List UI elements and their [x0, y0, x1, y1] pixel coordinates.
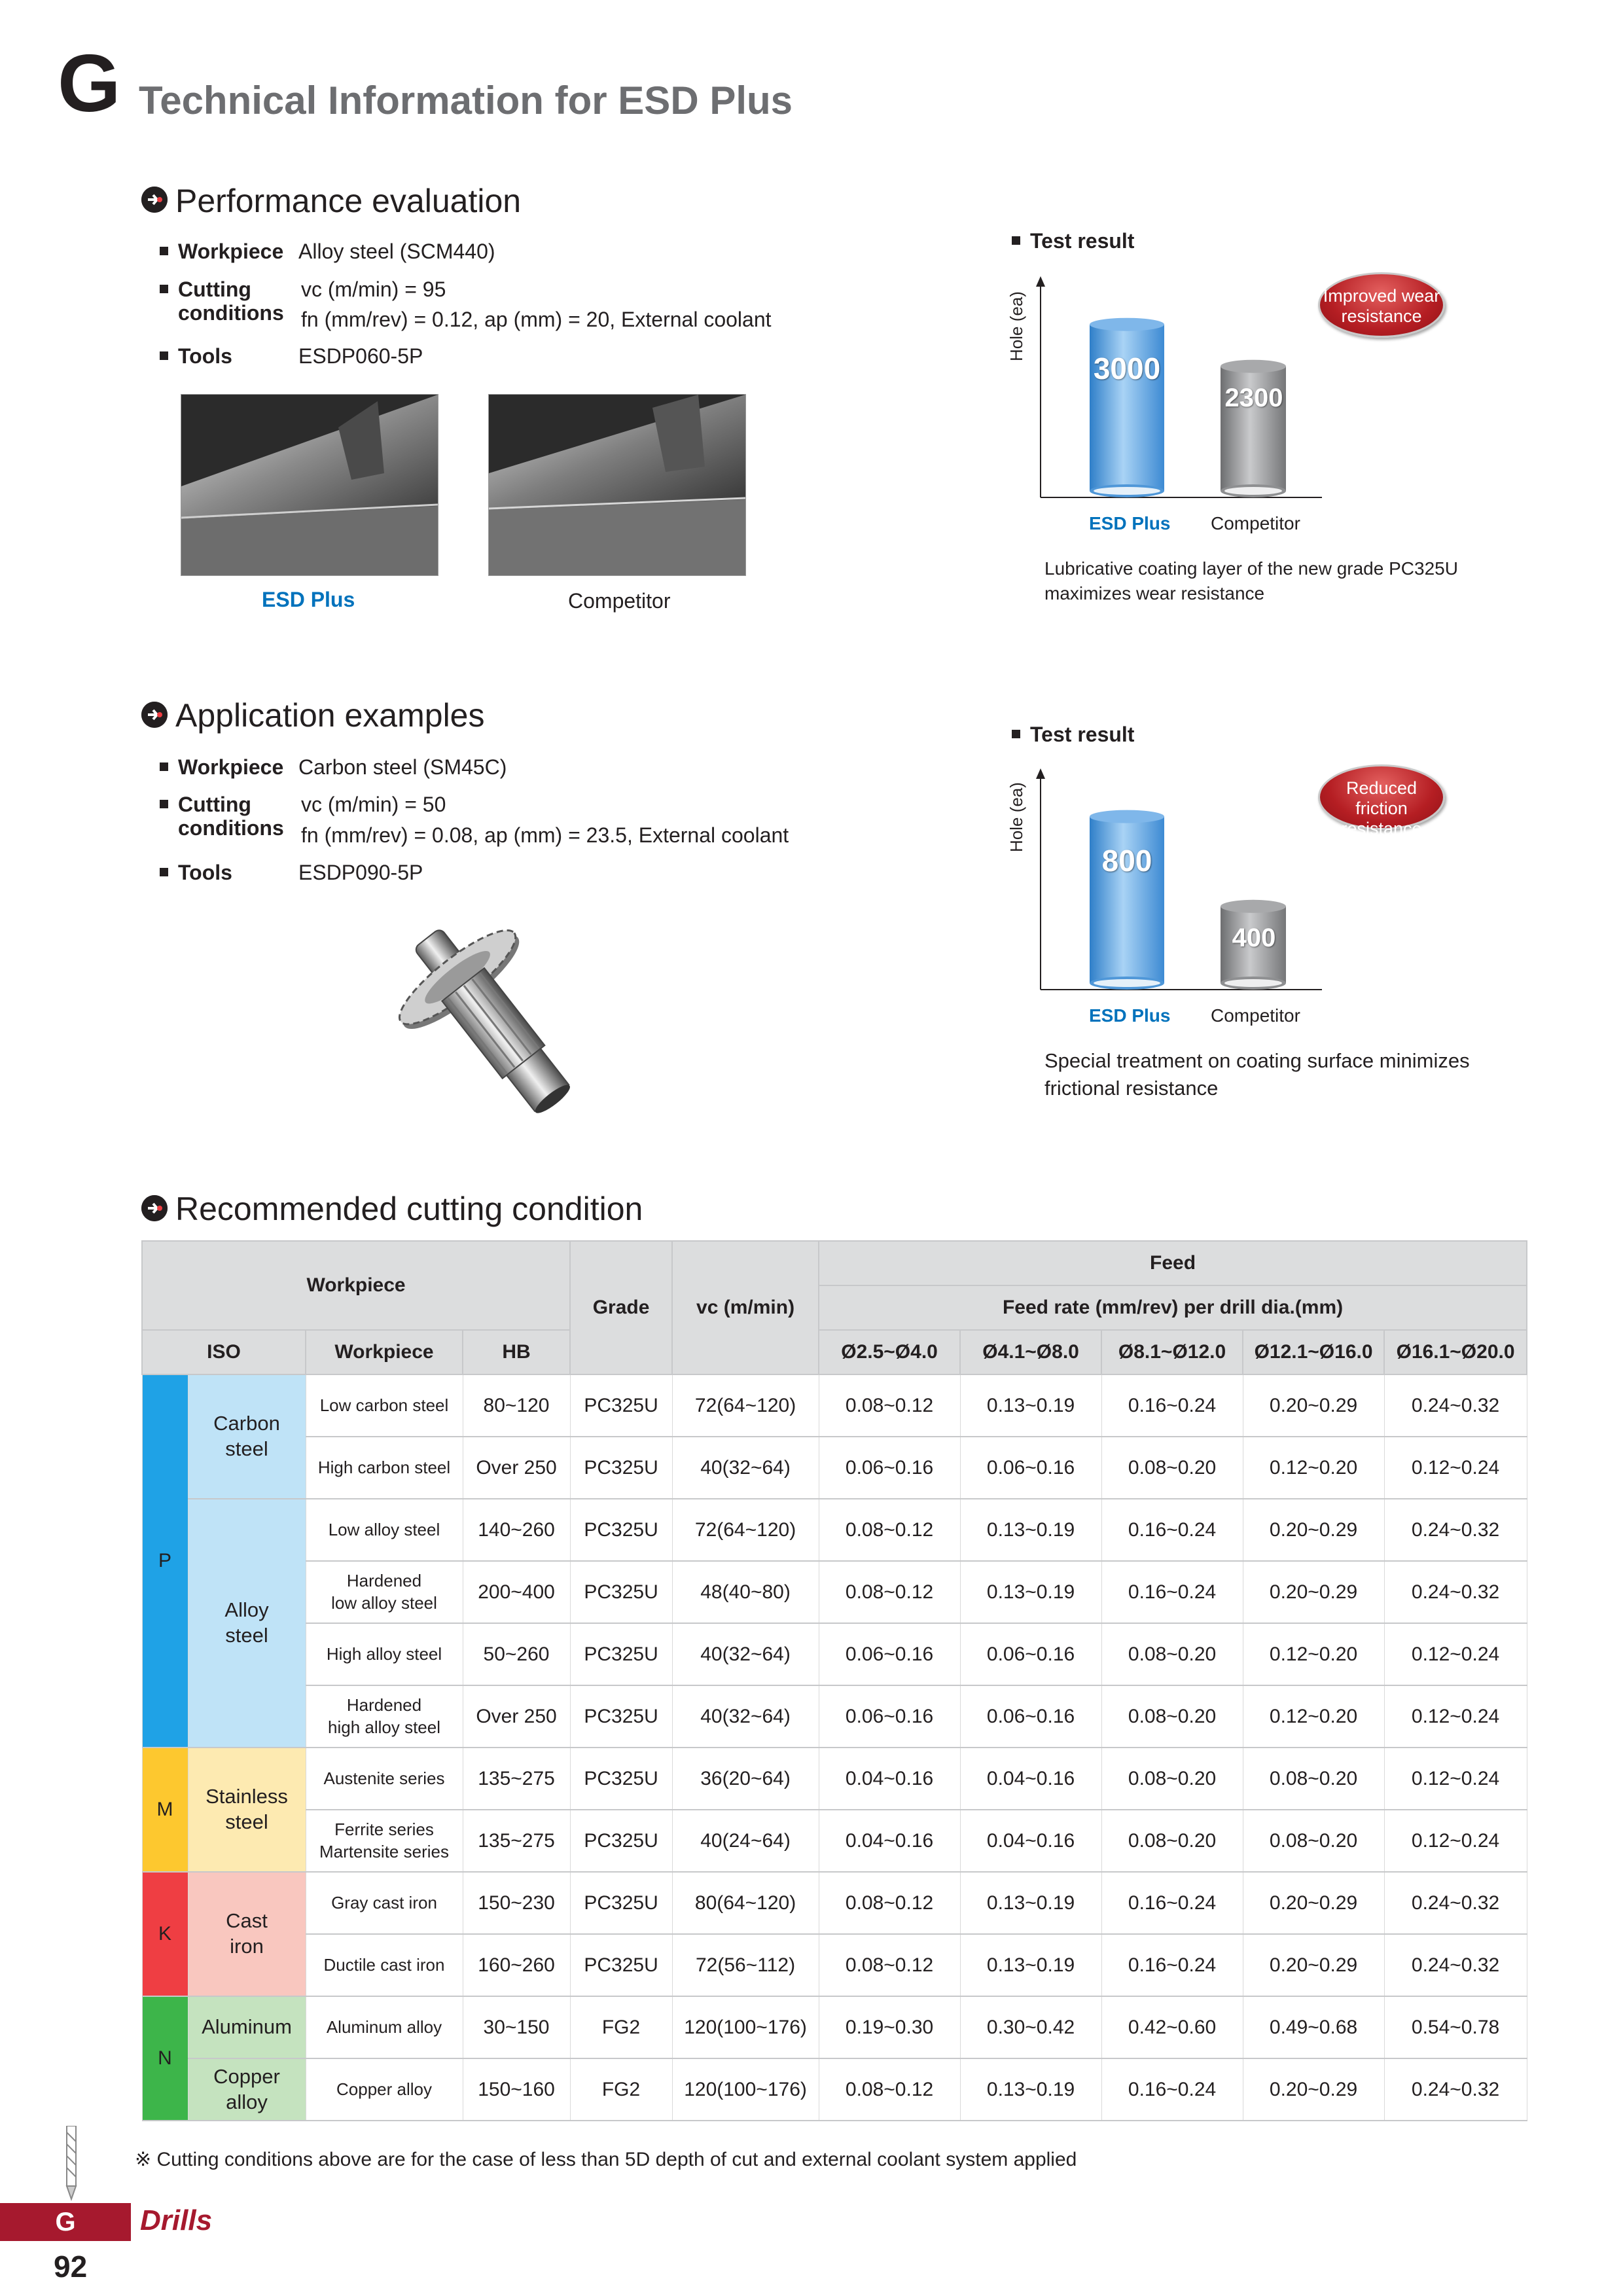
- drill-icon: [62, 2126, 81, 2202]
- bullet-square-icon: [160, 868, 168, 876]
- vc-cell: 72(64~120): [672, 1374, 819, 1437]
- workpiece-cell: [306, 1934, 463, 1996]
- material-group-label: Cast: [226, 1909, 268, 1933]
- feed-rate-cell: 0.04~0.16: [819, 1810, 960, 1872]
- feed-rate-cell: 0.06~0.16: [819, 1623, 960, 1685]
- table-row: [142, 1872, 1527, 1934]
- iso-group-cell: P: [142, 1374, 188, 1748]
- iso-group-cell: N: [142, 1996, 188, 2121]
- feed-rate-cell: 0.20~0.29: [1243, 1872, 1384, 1934]
- material-group-label: Alloy: [224, 1598, 269, 1622]
- hb-cell: 50~260: [463, 1623, 570, 1685]
- feed-rate-cell: 0.13~0.19: [960, 1374, 1101, 1437]
- hb-cell: 135~275: [463, 1810, 570, 1872]
- bar-value-competitor: 400: [1232, 923, 1276, 952]
- vc-cell: 120(100~176): [672, 2058, 819, 2121]
- header-workpiece-sub: Workpiece: [306, 1330, 463, 1374]
- badge-reduced-friction: [1318, 764, 1445, 839]
- material-group-cell: [188, 1499, 306, 1748]
- workpiece-name: High carbon steel: [317, 1457, 451, 1477]
- badge-line: resistance: [1341, 819, 1422, 839]
- bullet-square-icon: [160, 800, 168, 808]
- workpiece-name: high alloy steel: [328, 1717, 440, 1737]
- feed-rate-cell: 0.08~0.20: [1101, 1437, 1243, 1499]
- iso-group-cell: K: [142, 1872, 188, 1996]
- material-group-label: steel: [225, 1810, 268, 1833]
- feed-rate-cell: 0.04~0.16: [819, 1748, 960, 1810]
- badge-line: Improved wear: [1323, 286, 1440, 306]
- vc-cell: 40(32~64): [672, 1623, 819, 1685]
- header-hb: HB: [463, 1330, 570, 1374]
- note-line: maximizes wear resistance: [1044, 583, 1265, 603]
- workpiece-name: Gray cast iron: [331, 1892, 437, 1912]
- feed-rate-cell: 0.16~0.24: [1101, 1561, 1243, 1623]
- feed-rate-cell: 0.24~0.32: [1384, 2058, 1527, 2121]
- workpiece-name: Ferrite series: [334, 1819, 434, 1839]
- workpiece-cell: [306, 1374, 463, 1437]
- vc-cell: 72(64~120): [672, 1499, 819, 1561]
- workpiece-name: Copper alloy: [336, 2079, 432, 2099]
- chart-category-competitor: Competitor: [1211, 513, 1300, 533]
- feed-rate-cell: 0.13~0.19: [960, 1499, 1101, 1561]
- workpiece-cell: [306, 2058, 463, 2121]
- feed-rate-cell: 0.08~0.20: [1243, 1748, 1384, 1810]
- material-group-cell: [188, 1872, 306, 1996]
- chart-y-axis-label: Hole (ea): [1007, 782, 1026, 852]
- header-vc: vc (m/min): [672, 1241, 819, 1374]
- feed-rate-cell: 0.08~0.20: [1101, 1748, 1243, 1810]
- workpiece-value: Alloy steel (SCM440): [298, 240, 495, 263]
- grade-cell: PC325U: [570, 1685, 672, 1748]
- table-row: [142, 1934, 1527, 1996]
- table-row: [142, 1437, 1527, 1499]
- chart-y-axis-label: Hole (ea): [1007, 291, 1026, 361]
- workpiece-cell: [306, 1561, 463, 1623]
- workpiece-cell: [306, 1872, 463, 1934]
- note-line: Lubricative coating layer of the new grade PC325U: [1044, 558, 1458, 579]
- grade-cell: FG2: [570, 1996, 672, 2058]
- test-result-label: Test result: [1030, 229, 1135, 253]
- feed-rate-cell: 0.54~0.78: [1384, 1996, 1527, 2058]
- vc-cell: 40(32~64): [672, 1437, 819, 1499]
- workpiece-name: Hardened: [346, 1695, 422, 1715]
- grade-cell: PC325U: [570, 1374, 672, 1437]
- workpiece-cell: [306, 1623, 463, 1685]
- feed-rate-cell: 0.49~0.68: [1243, 1996, 1384, 2058]
- bar-chart-wear: [1034, 275, 1335, 511]
- vc-cell: 40(32~64): [672, 1685, 819, 1748]
- feed-rate-cell: 0.08~0.12: [819, 1499, 960, 1561]
- workpiece-name: Martensite series: [319, 1841, 449, 1861]
- grade-cell: FG2: [570, 2058, 672, 2121]
- bullet-square-icon: [1012, 236, 1020, 245]
- feed-rate-cell: 0.12~0.24: [1384, 1685, 1527, 1748]
- iso-group-cell: M: [142, 1748, 188, 1872]
- bullet-square-icon: [1012, 730, 1020, 738]
- table-row: [142, 1996, 1527, 2058]
- material-group-cell: [188, 1996, 306, 2058]
- header-feed-rate: Feed rate (mm/rev) per drill dia.(mm): [819, 1285, 1527, 1330]
- cutting-feed: fn (mm/rev) = 0.08, ap (mm) = 23.5, External coolant: [301, 823, 789, 847]
- table-row: [142, 1374, 1527, 1437]
- workpiece-name: Aluminum alloy: [326, 2017, 442, 2037]
- feed-rate-cell: 0.20~0.29: [1243, 1374, 1384, 1437]
- feed-rate-cell: 0.06~0.16: [819, 1437, 960, 1499]
- hb-cell: 80~120: [463, 1374, 570, 1437]
- feed-rate-cell: 0.13~0.19: [960, 1872, 1101, 1934]
- hb-cell: 150~230: [463, 1872, 570, 1934]
- bullet-square-icon: [160, 762, 168, 771]
- header-dia: Ø2.5~Ø4.0: [819, 1330, 960, 1374]
- feed-rate-cell: 0.08~0.12: [819, 1374, 960, 1437]
- feed-rate-cell: 0.13~0.19: [960, 1934, 1101, 1996]
- workpiece-name: Ductile cast iron: [323, 1954, 445, 1975]
- feed-rate-cell: 0.06~0.16: [960, 1623, 1101, 1685]
- chart-y-axis-arrow: [1036, 768, 1045, 779]
- material-group-cell: [188, 2058, 306, 2121]
- material-group-label: Aluminum: [202, 2015, 292, 2039]
- workpiece-label: Workpiece: [178, 240, 284, 263]
- workpiece-cell: [306, 1499, 463, 1561]
- cutting-condition-table: [141, 1240, 1527, 2121]
- hb-cell: 150~160: [463, 2058, 570, 2121]
- feed-rate-cell: 0.13~0.19: [960, 2058, 1101, 2121]
- bullet-square-icon: [160, 247, 168, 255]
- table-footnote: ※ Cutting conditions above are for the case of less than 5D depth of cut and external coolant system applied: [135, 2149, 1077, 2170]
- feed-rate-cell: 0.12~0.24: [1384, 1810, 1527, 1872]
- material-group-label: Carbon: [213, 1412, 280, 1435]
- bar-value-esd-plus: 3000: [1093, 351, 1161, 386]
- hb-cell: 135~275: [463, 1748, 570, 1810]
- cutting-speed: vc (m/min) = 95: [301, 278, 446, 301]
- feed-rate-cell: 0.08~0.20: [1101, 1685, 1243, 1748]
- table-row: [142, 1623, 1527, 1685]
- material-group-label: steel: [225, 1437, 268, 1460]
- hb-cell: Over 250: [463, 1437, 570, 1499]
- feed-rate-cell: 0.08~0.12: [819, 1934, 960, 1996]
- workpiece-name: Hardened: [346, 1570, 422, 1590]
- feed-rate-cell: 0.16~0.24: [1101, 2058, 1243, 2121]
- table-row: [142, 2058, 1527, 2121]
- header-dia: Ø8.1~Ø12.0: [1101, 1330, 1243, 1374]
- workpiece-name: Low alloy steel: [328, 1519, 440, 1539]
- feed-rate-cell: 0.24~0.32: [1384, 1374, 1527, 1437]
- section-title-recommended: Recommended cutting condition: [175, 1191, 643, 1227]
- feed-rate-cell: 0.12~0.20: [1243, 1623, 1384, 1685]
- esd-plus-wear-photo: [181, 394, 438, 576]
- feed-rate-cell: 0.06~0.16: [960, 1685, 1101, 1748]
- tools-label: Tools: [178, 344, 232, 368]
- workpiece-value: Carbon steel (SM45C): [298, 755, 507, 779]
- hb-cell: Over 250: [463, 1685, 570, 1748]
- bar-competitor: [1221, 360, 1286, 497]
- feed-rate-cell: 0.08~0.12: [819, 1872, 960, 1934]
- header-dia: Ø12.1~Ø16.0: [1243, 1330, 1384, 1374]
- table-row: [142, 1561, 1527, 1623]
- bullet-square-icon: [160, 351, 168, 360]
- grade-cell: PC325U: [570, 1623, 672, 1685]
- grade-cell: PC325U: [570, 1499, 672, 1561]
- workpiece-name: Low carbon steel: [319, 1395, 449, 1415]
- tools-value: ESDP060-5P: [298, 344, 423, 368]
- table-row: [142, 1685, 1527, 1748]
- grade-cell: PC325U: [570, 1934, 672, 1996]
- table-row: [142, 1810, 1527, 1872]
- feed-rate-cell: 0.04~0.16: [960, 1810, 1101, 1872]
- bar-value-competitor: 2300: [1224, 383, 1283, 412]
- arrow-circle-icon: [141, 1195, 168, 1221]
- feed-rate-cell: 0.20~0.29: [1243, 1934, 1384, 1996]
- header-dia: Ø4.1~Ø8.0: [960, 1330, 1101, 1374]
- photo-caption-competitor: Competitor: [568, 589, 671, 613]
- arrow-circle-icon: [141, 702, 168, 728]
- vc-cell: 120(100~176): [672, 1996, 819, 2058]
- badge-line: resistance: [1341, 306, 1422, 327]
- header-workpiece: Workpiece: [142, 1241, 570, 1330]
- vc-cell: 80(64~120): [672, 1872, 819, 1934]
- feed-rate-cell: 0.16~0.24: [1101, 1499, 1243, 1561]
- material-group-label: steel: [225, 1624, 268, 1647]
- feed-rate-cell: 0.12~0.24: [1384, 1437, 1527, 1499]
- section-letter: G: [58, 39, 121, 129]
- feed-rate-cell: 0.24~0.32: [1384, 1934, 1527, 1996]
- feed-rate-cell: 0.20~0.29: [1243, 1561, 1384, 1623]
- feed-rate-cell: 0.16~0.24: [1101, 1374, 1243, 1437]
- feed-rate-cell: 0.08~0.12: [819, 2058, 960, 2121]
- vc-cell: 72(56~112): [672, 1934, 819, 1996]
- feed-rate-cell: 0.04~0.16: [960, 1748, 1101, 1810]
- bar-chart-friction: [1034, 767, 1335, 1003]
- arrow-circle-icon: [141, 187, 168, 213]
- conditions-label: conditions: [178, 816, 284, 840]
- chart-category-esd-plus: ESD Plus: [1089, 513, 1171, 533]
- feed-rate-cell: 0.08~0.20: [1243, 1810, 1384, 1872]
- bullet-square-icon: [160, 285, 168, 293]
- material-group-cell: [188, 1374, 306, 1499]
- workpiece-label: Workpiece: [178, 755, 284, 779]
- chart-category-competitor: Competitor: [1211, 1005, 1300, 1026]
- workpiece-name: High alloy steel: [326, 1643, 442, 1664]
- cutting-label: Cutting: [178, 793, 251, 816]
- feed-rate-cell: 0.12~0.20: [1243, 1437, 1384, 1499]
- feed-rate-cell: 0.12~0.20: [1243, 1685, 1384, 1748]
- workpiece-cell: [306, 1748, 463, 1810]
- bar-value-esd-plus: 800: [1101, 843, 1152, 878]
- feed-rate-cell: 0.12~0.24: [1384, 1623, 1527, 1685]
- conditions-label: conditions: [178, 301, 284, 325]
- feed-rate-cell: 0.24~0.32: [1384, 1561, 1527, 1623]
- workpiece-cell: [306, 1437, 463, 1499]
- grade-cell: PC325U: [570, 1810, 672, 1872]
- gear-shaft-workpiece-image: [366, 903, 615, 1139]
- chart-category-esd-plus: ESD Plus: [1089, 1005, 1171, 1026]
- photo-caption-esd-plus: ESD Plus: [262, 588, 355, 611]
- workpiece-cell: [306, 1685, 463, 1748]
- material-group-label: alloy: [226, 2090, 268, 2113]
- note-line: Special treatment on coating surface minimizes: [1044, 1049, 1470, 1072]
- feed-rate-cell: 0.08~0.20: [1101, 1623, 1243, 1685]
- bar-esd-plus: [1090, 810, 1164, 990]
- feed-rate-cell: 0.20~0.29: [1243, 2058, 1384, 2121]
- table-row: [142, 1748, 1527, 1810]
- grade-cell: PC325U: [570, 1437, 672, 1499]
- hb-cell: 140~260: [463, 1499, 570, 1561]
- feed-rate-cell: 0.16~0.24: [1101, 1934, 1243, 1996]
- tools-label: Tools: [178, 861, 232, 884]
- chart-note-friction: [1044, 1047, 1470, 1102]
- workpiece-name: low alloy steel: [331, 1592, 437, 1613]
- hb-cell: 200~400: [463, 1561, 570, 1623]
- page-number: 92: [54, 2250, 88, 2284]
- test-result-label: Test result: [1030, 723, 1135, 746]
- feed-rate-cell: 0.06~0.16: [960, 1437, 1101, 1499]
- feed-rate-cell: 0.08~0.12: [819, 1561, 960, 1623]
- chart-note-wear: [1044, 556, 1458, 606]
- section-title-performance: Performance evaluation: [175, 183, 522, 219]
- material-group-cell: [188, 1748, 306, 1872]
- header-iso: ISO: [142, 1330, 306, 1374]
- vc-cell: 48(40~80): [672, 1561, 819, 1623]
- header-dia: Ø16.1~Ø20.0: [1384, 1330, 1527, 1374]
- footer-category: Drills: [140, 2204, 213, 2236]
- tools-value: ESDP090-5P: [298, 861, 423, 884]
- feed-rate-cell: 0.12~0.24: [1384, 1748, 1527, 1810]
- grade-cell: PC325U: [570, 1872, 672, 1934]
- competitor-wear-photo: [488, 394, 746, 576]
- hb-cell: 160~260: [463, 1934, 570, 1996]
- chart-y-axis-arrow: [1036, 276, 1045, 287]
- hb-cell: 30~150: [463, 1996, 570, 2058]
- feed-rate-cell: 0.08~0.20: [1101, 1810, 1243, 1872]
- badge-improved-wear: [1318, 272, 1445, 338]
- grade-cell: PC325U: [570, 1561, 672, 1623]
- cutting-label: Cutting: [178, 278, 251, 301]
- table-row: [142, 1499, 1527, 1561]
- feed-rate-cell: 0.13~0.19: [960, 1561, 1101, 1623]
- feed-rate-cell: 0.06~0.16: [819, 1685, 960, 1748]
- bar-esd-plus: [1090, 318, 1164, 497]
- material-group-label: Stainless: [205, 1785, 288, 1808]
- header-feed: Feed: [819, 1241, 1527, 1285]
- feed-rate-cell: 0.24~0.32: [1384, 1499, 1527, 1561]
- footer-section-tab: G: [0, 2203, 131, 2241]
- badge-line: Reduced friction: [1346, 778, 1418, 819]
- vc-cell: 40(24~64): [672, 1810, 819, 1872]
- material-group-label: iron: [230, 1935, 264, 1958]
- vc-cell: 36(20~64): [672, 1748, 819, 1810]
- page-title: Technical Information for ESD Plus: [139, 79, 793, 122]
- cutting-speed: vc (m/min) = 50: [301, 793, 446, 816]
- feed-rate-cell: 0.24~0.32: [1384, 1872, 1527, 1934]
- feed-rate-cell: 0.19~0.30: [819, 1996, 960, 2058]
- section-title-application: Application examples: [175, 697, 485, 734]
- workpiece-name: Austenite series: [323, 1768, 445, 1788]
- feed-rate-cell: 0.16~0.24: [1101, 1872, 1243, 1934]
- header-grade: Grade: [570, 1241, 672, 1374]
- feed-rate-cell: 0.20~0.29: [1243, 1499, 1384, 1561]
- cutting-feed: fn (mm/rev) = 0.12, ap (mm) = 20, External coolant: [301, 308, 772, 331]
- note-line: frictional resistance: [1044, 1076, 1219, 1100]
- workpiece-cell: [306, 1810, 463, 1872]
- grade-cell: PC325U: [570, 1748, 672, 1810]
- feed-rate-cell: 0.42~0.60: [1101, 1996, 1243, 2058]
- feed-rate-cell: 0.30~0.42: [960, 1996, 1101, 2058]
- material-group-label: Copper: [213, 2064, 280, 2088]
- workpiece-cell: [306, 1996, 463, 2058]
